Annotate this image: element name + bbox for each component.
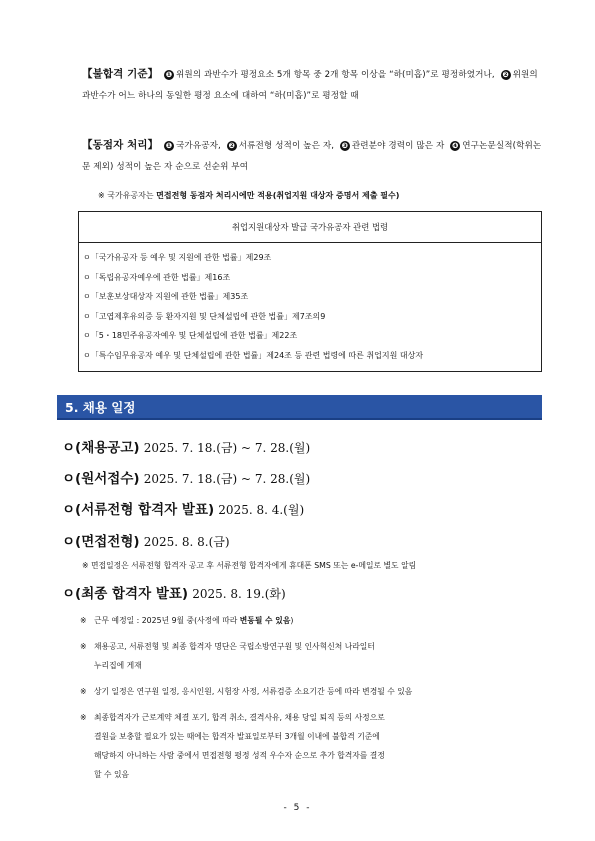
schedule-item-final-result: [62, 582, 286, 602]
fail-criteria-item-2: 위원의 과반수가 어느 하나의 동일한 평정 요소에 대하여 “하(미흡)”로 평정할 때: [82, 70, 538, 101]
law-item: ㅇ「보훈보상대상자 지원에 관한 법률」제35조: [83, 292, 249, 302]
tie-rule-paragraph: [82, 135, 542, 178]
note-mark: ※: [80, 687, 87, 696]
note-schedule-change-text: 상기 일정은 연구원 일정, 응시인원, 시험장 사정, 서류검증 소요기간 등에 따라 변경될 수 있음: [94, 687, 413, 696]
schedule-key: ㅇ(서류전형 합격자 발표): [62, 502, 215, 518]
note-mark: ※: [80, 616, 87, 625]
note-mark: ※: [80, 642, 87, 651]
tie-rule-item-2: 서류전형 성적이 높은 자,: [238, 141, 335, 151]
schedule-item-interview: [62, 530, 230, 550]
schedule-value: 2025. 8. 19.(화): [192, 587, 286, 601]
veteran-law-table-header: 취업지원대상자 발급 국가유공자 관련 법령: [79, 212, 541, 243]
note-publish-line-1: 채용공고, 서류전형 및 최종 합격자 명단은 국립소방연구원 및 인사혁신처 나라일터: [94, 642, 375, 651]
note-additional-line-1: 최종합격자가 근로계약 체결 포기, 합격 취소, 결격사유, 채용 당일 퇴직 등의 사정으로: [94, 713, 385, 722]
schedule-value: 2025. 8. 4.(월): [218, 503, 305, 517]
note-publish-line-2: 누리집에 게재: [94, 661, 142, 670]
schedule-key: ㅇ(채용공고): [62, 440, 140, 456]
law-item: ㅇ「특수임무유공자 예우 및 단체설립에 관한 법률」제24조 등 관련 법령에 따른 취업지원 대상자: [83, 350, 424, 360]
veteran-note: [98, 188, 548, 204]
fail-criteria-paragraph: [82, 64, 542, 107]
note-work-start-bold: 변동될 수 있음: [239, 616, 291, 625]
note-work-start-suffix: ): [290, 616, 294, 625]
interview-note: ※ 면접일정은 서류전형 합격자 공고 후 서류전형 합격자에게 휴대폰 SMS 또는 e-메일로 별도 알림: [82, 561, 417, 570]
note-additional-line-2: 결원을 보충할 필요가 있는 때에는 합격자 발표일로부터 3개월 이내에 불합격 기준에: [94, 732, 380, 741]
law-item: ㅇ「국가유공자 등 예우 및 지원에 관한 법률」제29조: [83, 253, 272, 262]
circled-number-1: ❶: [165, 70, 173, 79]
schedule-key: ㅇ(원서접수): [62, 471, 140, 487]
note-work-start: [80, 611, 542, 630]
tie-rule-label: 【동점자 처리】: [82, 139, 159, 151]
note-additional-line-3: 해당하지 아니하는 사람 중에서 면접전형 평정 성적 우수자 순으로 추가 합격자를 결정: [94, 751, 385, 760]
schedule-item-application: [62, 467, 310, 487]
schedule-key: ㅇ(최종 합격자 발표): [62, 586, 189, 602]
tie-rule-item-1: 국가유공자,: [176, 141, 221, 151]
schedule-item-announcement: [62, 436, 310, 456]
note-mark: ※: [80, 713, 87, 722]
law-item: ㅇ「5・18민주유공자예우 및 단체설립에 관한 법률」제22조: [83, 331, 298, 341]
tie-rule-item-4: 연구논문실적(학위논문 제외) 성적이 높은 자 순으로 선순위 부여: [82, 141, 542, 172]
page-number: - 5 -: [283, 803, 312, 813]
circled-number-2: ❷: [228, 141, 235, 150]
tie-rule-item-3: 관련분야 경력이 많은 자: [351, 141, 445, 151]
circled-number-1: ❶: [165, 141, 173, 150]
veteran-law-list: [79, 243, 541, 366]
circled-number-3: ❸: [341, 141, 349, 150]
note-additional-line-4: 할 수 있음: [94, 770, 130, 779]
veteran-note-prefix: 국가유공자는: [107, 191, 154, 200]
note-publish: [80, 637, 542, 675]
schedule-value: 2025. 8. 8.(금): [143, 535, 230, 549]
fail-criteria-label: 【불합격 기준】: [82, 68, 159, 80]
note-mark: ※: [98, 191, 105, 200]
schedule-value: 2025. 7. 18.(금) ~ 7. 28.(월): [143, 441, 311, 455]
fail-criteria-item-1: 위원의 과반수가 평정요소 5개 항목 중 2개 항목 이상을 “하(미흡)”로 평정하였거나,: [176, 70, 495, 80]
note-schedule-change: [80, 682, 542, 701]
veteran-note-bold: 면접전형 동점자 처리시에만 적용(취업지원 대상자 증명서 제출 필수): [156, 191, 400, 200]
veteran-law-table: [78, 211, 542, 372]
schedule-value: 2025. 7. 18.(금) ~ 7. 28.(월): [143, 472, 311, 486]
schedule-key: ㅇ(면접전형): [62, 534, 140, 550]
circled-number-4: ❹: [452, 141, 459, 150]
note-work-start-prefix: 근무 예정일 : 2025년 9월 중(사정에 따라: [94, 616, 238, 625]
schedule-item-document-result: [62, 498, 304, 518]
note-additional-pass: [80, 708, 542, 784]
law-item: ㅇ「고엽제후유의증 등 환자지원 및 단체설립에 관한 법률」제7조의9: [83, 311, 326, 321]
law-item: ㅇ「독립유공자예우에 관한 법률」제16조: [83, 272, 231, 282]
section-heading-schedule: 5. 채용 일정: [57, 395, 542, 420]
circled-number-2: ❷: [502, 70, 509, 79]
